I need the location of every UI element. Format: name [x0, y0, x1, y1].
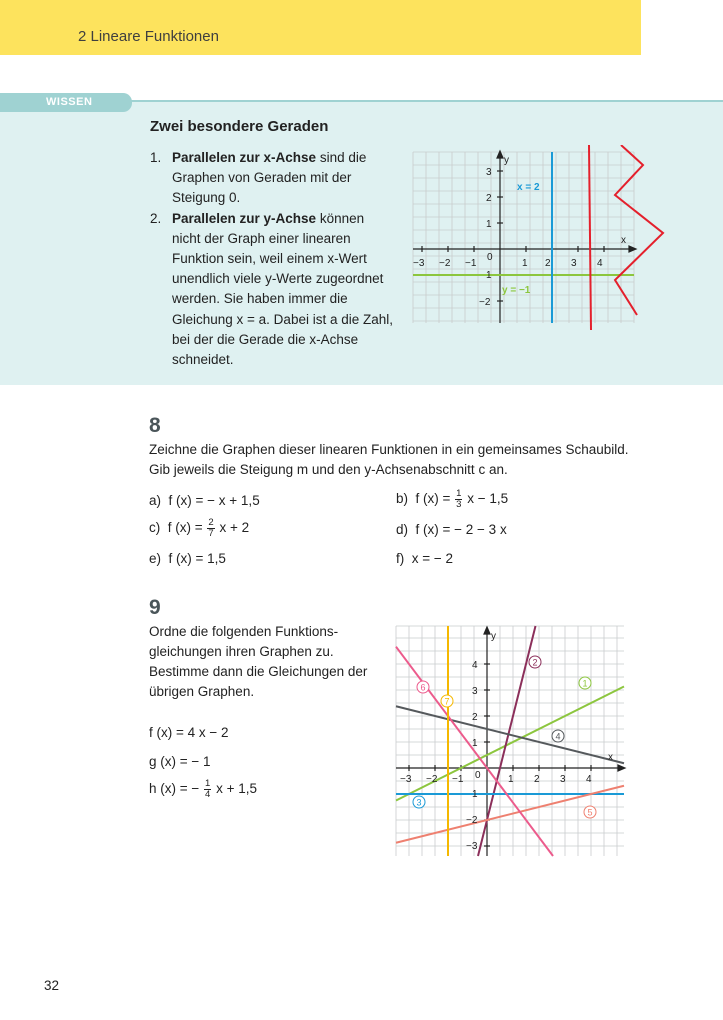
- y-tick-label: 1: [486, 219, 492, 230]
- item-label: f): [396, 551, 405, 566]
- item-label: d): [396, 522, 409, 537]
- equation: x = − 2: [411, 551, 454, 566]
- task-8-instruction: Zeichne die Graphen dieser linearen Funktionen in ein gemeinsames Schaubild. Gib jeweils die Steigung m und den y-Achsenabschnitt c an.: [149, 442, 629, 477]
- item-term: Parallelen zur y-Achse: [172, 210, 317, 226]
- x-tick-label: 4: [597, 258, 603, 269]
- x-axis-label: x: [608, 752, 613, 763]
- y-tick-label: 2: [486, 193, 492, 204]
- line-label-7: 7: [444, 696, 450, 707]
- equation-suffix: x + 2: [215, 520, 250, 536]
- line-label-5: 5: [587, 807, 593, 818]
- x-tick-label: −1: [452, 774, 464, 785]
- x-tick-label: 3: [571, 258, 577, 269]
- x-axis-label: x: [621, 235, 626, 246]
- numerator: 2: [208, 517, 214, 528]
- y-tick-label: 1: [472, 738, 478, 749]
- fraction: [204, 779, 211, 800]
- y-tick-label: 3: [472, 686, 478, 697]
- grid: [413, 152, 634, 323]
- equation-f: f (x) = 4 x − 2: [149, 725, 229, 740]
- line-label-2: 2: [532, 657, 538, 668]
- task-8c: [149, 518, 249, 539]
- task-9-instruction: Ordne die folgenden Funktionsgleichungen ihren Graphen zu. Bestimme dann die Gleichungen der übrigen Graphen.: [149, 624, 368, 699]
- denominator: 7: [208, 528, 214, 539]
- x-tick-label: 3: [560, 774, 566, 785]
- line-label-3: 3: [416, 797, 422, 808]
- fraction: [207, 518, 214, 539]
- x-tick-label: 1: [508, 774, 514, 785]
- equation-prefix: f (x) =: [415, 491, 455, 507]
- y-tick-label: 1: [486, 270, 492, 281]
- x-tick-label: −2: [426, 774, 438, 785]
- wissen-item-2: [150, 209, 395, 371]
- y-tick-label: 4: [472, 660, 478, 671]
- x-tick-label: −3: [413, 258, 425, 269]
- wissen-divider: [130, 100, 723, 102]
- item-term: Parallelen zur x-Achse: [172, 150, 317, 165]
- equation: f (x) = − 2 − 3 x: [415, 522, 507, 537]
- item-label: e): [149, 551, 162, 566]
- wissen-title: Zwei besondere Geraden: [150, 118, 329, 135]
- task-8f: [396, 551, 453, 566]
- line-label-1: 1: [582, 678, 588, 689]
- line-label-4: 4: [555, 731, 561, 742]
- item-number: 1.: [150, 150, 162, 165]
- equation-prefix: f (x) =: [167, 520, 207, 536]
- item-label: c): [149, 520, 161, 536]
- origin-label: 0: [475, 770, 481, 781]
- x-tick-label: −1: [465, 258, 477, 269]
- denominator: 4: [205, 789, 211, 800]
- task-number-8: 8: [149, 414, 161, 437]
- item-number: 2.: [150, 210, 162, 226]
- y-axis-label: y: [491, 631, 496, 642]
- task-9-graph: [388, 622, 638, 862]
- equation-suffix: x + 1,5: [212, 781, 257, 797]
- denominator: 3: [456, 499, 462, 510]
- grid: [396, 626, 624, 856]
- axes: [413, 151, 636, 323]
- y-axis-label: y: [504, 155, 509, 166]
- numerator: 1: [205, 778, 211, 789]
- item-text: können nicht der Graph einer linearen Funktion sein, weil einem x-Wert unendlich viele y-Werte zugeordnet werden. Sie haben immer die Gleichung x = a. Dabei ist a die Zahl, bei der die Gerade die x-Achse schneidet.: [172, 210, 393, 368]
- origin-label: 0: [487, 252, 493, 263]
- x-tick-label: 2: [545, 258, 551, 269]
- x-tick-label: 4: [586, 774, 592, 785]
- wissen-list: [150, 148, 395, 370]
- y-tick-label: −2: [479, 297, 491, 308]
- numerator: 1: [456, 488, 462, 499]
- y-tick-label: 2: [472, 712, 478, 723]
- task-8d: [396, 522, 507, 537]
- x-tick-label: 2: [534, 774, 540, 785]
- equation-prefix: h (x) = −: [149, 781, 204, 797]
- wissen-graph: [405, 145, 665, 330]
- task-8b: [396, 489, 508, 510]
- task-8a: [149, 493, 260, 508]
- wissen-item-1: [150, 148, 395, 209]
- marker-line: [589, 145, 591, 330]
- y-tick-label: −2: [466, 815, 478, 826]
- y-tick-label: 1: [472, 789, 478, 800]
- task-number-9: 9: [149, 596, 161, 619]
- y-tick-label: 3: [486, 167, 492, 178]
- page-number: 32: [44, 978, 60, 993]
- equation-h: [149, 779, 257, 800]
- item-label: a): [149, 493, 162, 508]
- wissen-tab-label: WISSEN: [46, 96, 93, 108]
- equation-g: g (x) = − 1: [149, 754, 211, 769]
- equation: f (x) = 1,5: [168, 551, 226, 566]
- x-tick-label: −3: [400, 774, 412, 785]
- chapter-title: 2 Lineare Funktionen: [78, 28, 219, 45]
- x-tick-label: 1: [522, 258, 528, 269]
- task-8e: [149, 551, 226, 566]
- equation-suffix: x − 1,5: [463, 491, 509, 507]
- label-x-equals-2: x = 2: [517, 182, 540, 193]
- x-tick-label: −2: [439, 258, 451, 269]
- fraction: [455, 489, 462, 510]
- label-y-equals-minus-1: y = −1: [502, 285, 531, 296]
- item-label: b): [396, 491, 409, 507]
- item-text: sind die Graphen von Geraden mit der Steigung 0.: [172, 150, 367, 206]
- function-lines: [396, 626, 624, 856]
- line-label-6: 6: [420, 682, 426, 693]
- equation: f (x) = − x + 1,5: [168, 493, 260, 508]
- y-tick-label: −3: [466, 841, 478, 852]
